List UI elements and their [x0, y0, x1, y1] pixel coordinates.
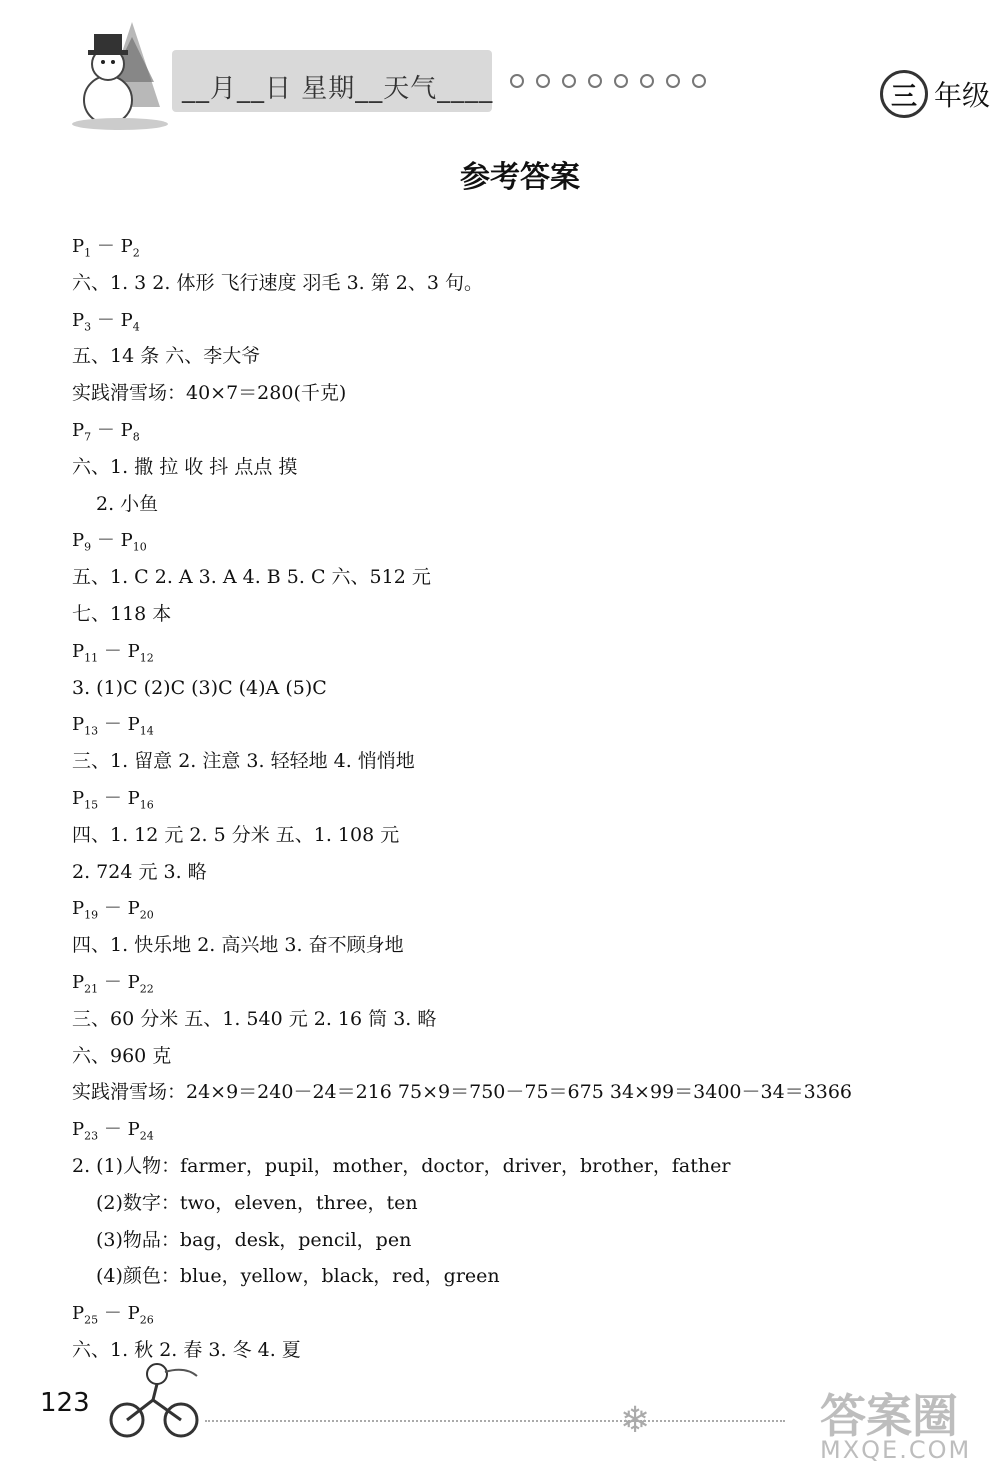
page-start: 9 — [84, 540, 92, 554]
page-range-heading — [72, 228, 972, 265]
page-start: 23 — [84, 1129, 99, 1143]
answer-line: 六、1. 3 2. 体形 飞行速度 羽毛 3. 第 2、3 句。 — [72, 271, 484, 294]
dot-icon — [510, 74, 524, 88]
page-start: 11 — [84, 651, 99, 665]
page-range: $P_{15} - P_{16}$ — [72, 787, 154, 812]
page-letter: P — [72, 787, 85, 809]
page-range-heading — [72, 964, 972, 1001]
page-end: 14 — [139, 724, 154, 738]
dot-icon — [614, 74, 628, 88]
page-letter: P — [127, 1303, 140, 1325]
page-range-heading — [72, 1111, 972, 1148]
page-end: 12 — [139, 651, 154, 665]
dot-icon — [692, 74, 706, 88]
page-letter: P — [72, 236, 85, 257]
answer-line: 六、1. 秋 2. 春 3. 冬 4. 夏 — [72, 1338, 301, 1361]
page-end: 26 — [139, 1313, 154, 1327]
answer-line: 实践滑雪场：40×7＝280(千克) — [72, 382, 347, 405]
page-range-heading — [72, 706, 972, 743]
page-range: $P_1 - P_2$ — [72, 236, 140, 260]
page-letter: P — [127, 640, 140, 662]
page-start: 3 — [84, 320, 92, 334]
date-weather-bar — [172, 50, 492, 112]
answer-line: (4)颜色：blue，yellow，black，red，green — [96, 1265, 500, 1288]
page-letter: P — [72, 640, 85, 662]
page-letter: P — [72, 309, 85, 331]
answer-line: 2. 小鱼 — [96, 492, 159, 515]
dot-icon — [666, 74, 680, 88]
page-letter: P — [72, 898, 85, 920]
answer-line: 五、14 条 六、李大爷 — [72, 345, 261, 368]
page-range-heading — [72, 522, 972, 559]
grade-badge: 三 — [880, 70, 928, 118]
answer-line: (3)物品：bag，desk，pencil，pen — [96, 1228, 412, 1251]
page-number: 123 — [40, 1388, 90, 1418]
page-range-heading — [72, 780, 972, 817]
page-start: 21 — [84, 982, 99, 996]
watermark-logo: 答案圈 — [820, 1389, 958, 1443]
page-range-heading — [72, 302, 972, 339]
footer-divider — [205, 1420, 785, 1422]
page-range: $P_{13} - P_{14}$ — [72, 714, 154, 738]
grade-label: 年级 — [934, 79, 991, 112]
page-end: 24 — [139, 1129, 154, 1143]
answer-line: 四、1. 12 元 2. 5 分米 五、1. 108 元 — [72, 823, 400, 846]
page-range: $P_{19} - P_{20}$ — [72, 898, 154, 922]
page-range: $P_3 - P_4$ — [72, 309, 140, 334]
girl-bicycle-icon — [105, 1360, 205, 1440]
page-end: 8 — [132, 430, 140, 444]
page-letter: P — [72, 714, 85, 736]
page-range: $P_{11} - P_{12}$ — [72, 640, 154, 665]
page-letter: P — [127, 787, 140, 809]
page-range-heading — [72, 412, 972, 449]
page-header — [0, 0, 1000, 150]
snowflake-icon: ❄ — [620, 1400, 651, 1441]
page-end: 2 — [132, 246, 140, 260]
answer-line: 六、960 克 — [72, 1044, 172, 1067]
page-letter: P — [127, 898, 140, 920]
page-end: 22 — [139, 982, 154, 996]
dot-icon — [562, 74, 576, 88]
page-letter: P — [127, 971, 140, 993]
page-start: 7 — [84, 430, 92, 444]
page-start: 19 — [84, 908, 99, 922]
page-letter: P — [120, 309, 133, 331]
page-letter: P — [127, 1119, 140, 1141]
snowflake-dots — [510, 74, 706, 102]
page-range: $P_9 - P_{10}$ — [72, 530, 147, 554]
page-range: $P_{23} - P_{24}$ — [72, 1119, 154, 1143]
page-start: 13 — [84, 724, 99, 738]
watermark-url: MXQE.COM — [820, 1436, 972, 1464]
page-letter: P — [127, 714, 140, 736]
answer-line: 五、1. C 2. A 3. A 4. B 5. C 六、512 元 — [72, 566, 431, 589]
page-title: 参考答案 — [460, 160, 580, 195]
page-letter: P — [72, 1303, 85, 1325]
page-end: 4 — [132, 320, 140, 334]
answer-line: 实践滑雪场：24×9＝240－24＝216 75×9＝750－75＝675 34×99＝3400－34＝3366 — [72, 1081, 853, 1104]
page-start: 1 — [84, 246, 92, 260]
page-range: $P_7 - P_8$ — [72, 419, 140, 444]
page-range: $P_{21} - P_{22}$ — [72, 971, 154, 996]
page-end: 20 — [139, 908, 154, 922]
page-end: 10 — [132, 540, 147, 554]
page-end: 16 — [139, 798, 154, 812]
page-range-heading — [72, 890, 972, 927]
answer-line: 三、1. 留意 2. 注意 3. 轻轻地 4. 悄悄地 — [72, 750, 415, 773]
dot-icon — [588, 74, 602, 88]
answer-line: (2)数字：two，eleven，three，ten — [96, 1191, 418, 1214]
page-letter: P — [72, 530, 85, 552]
dot-icon — [640, 74, 654, 88]
page-letter: P — [72, 971, 85, 993]
page-range-heading — [72, 633, 972, 670]
answer-line: 七、118 本 — [72, 602, 172, 625]
answer-list — [72, 228, 972, 1369]
page-start: 15 — [84, 798, 99, 812]
answer-line: 四、1. 快乐地 2. 高兴地 3. 奋不顾身地 — [72, 934, 404, 957]
page-letter: P — [120, 419, 133, 441]
page-letter: P — [120, 236, 133, 257]
date-weather-text: __月__日 星期__天气____ — [182, 74, 494, 104]
grade-indicator — [880, 70, 990, 118]
answer-line: 三、60 分米 五、1. 540 元 2. 16 筒 3. 略 — [72, 1007, 437, 1030]
page-letter: P — [72, 1119, 85, 1141]
page-range-heading — [72, 1295, 972, 1332]
page-letter: P — [72, 419, 85, 441]
snowman-tree-icon — [70, 12, 170, 132]
page-letter: P — [120, 530, 133, 552]
page-range: $P_{25} - P_{26}$ — [72, 1303, 154, 1327]
answer-line: 2. (1)人物：farmer，pupil，mother，doctor，driver，brother，father — [72, 1154, 731, 1177]
answer-line: 3. (1)C (2)C (3)C (4)A (5)C — [72, 676, 327, 699]
page-start: 25 — [84, 1313, 99, 1327]
answer-line: 六、1. 撒 拉 收 抖 点点 摸 — [72, 455, 298, 478]
dot-icon — [536, 74, 550, 88]
answer-line: 2. 724 元 3. 略 — [72, 860, 207, 883]
